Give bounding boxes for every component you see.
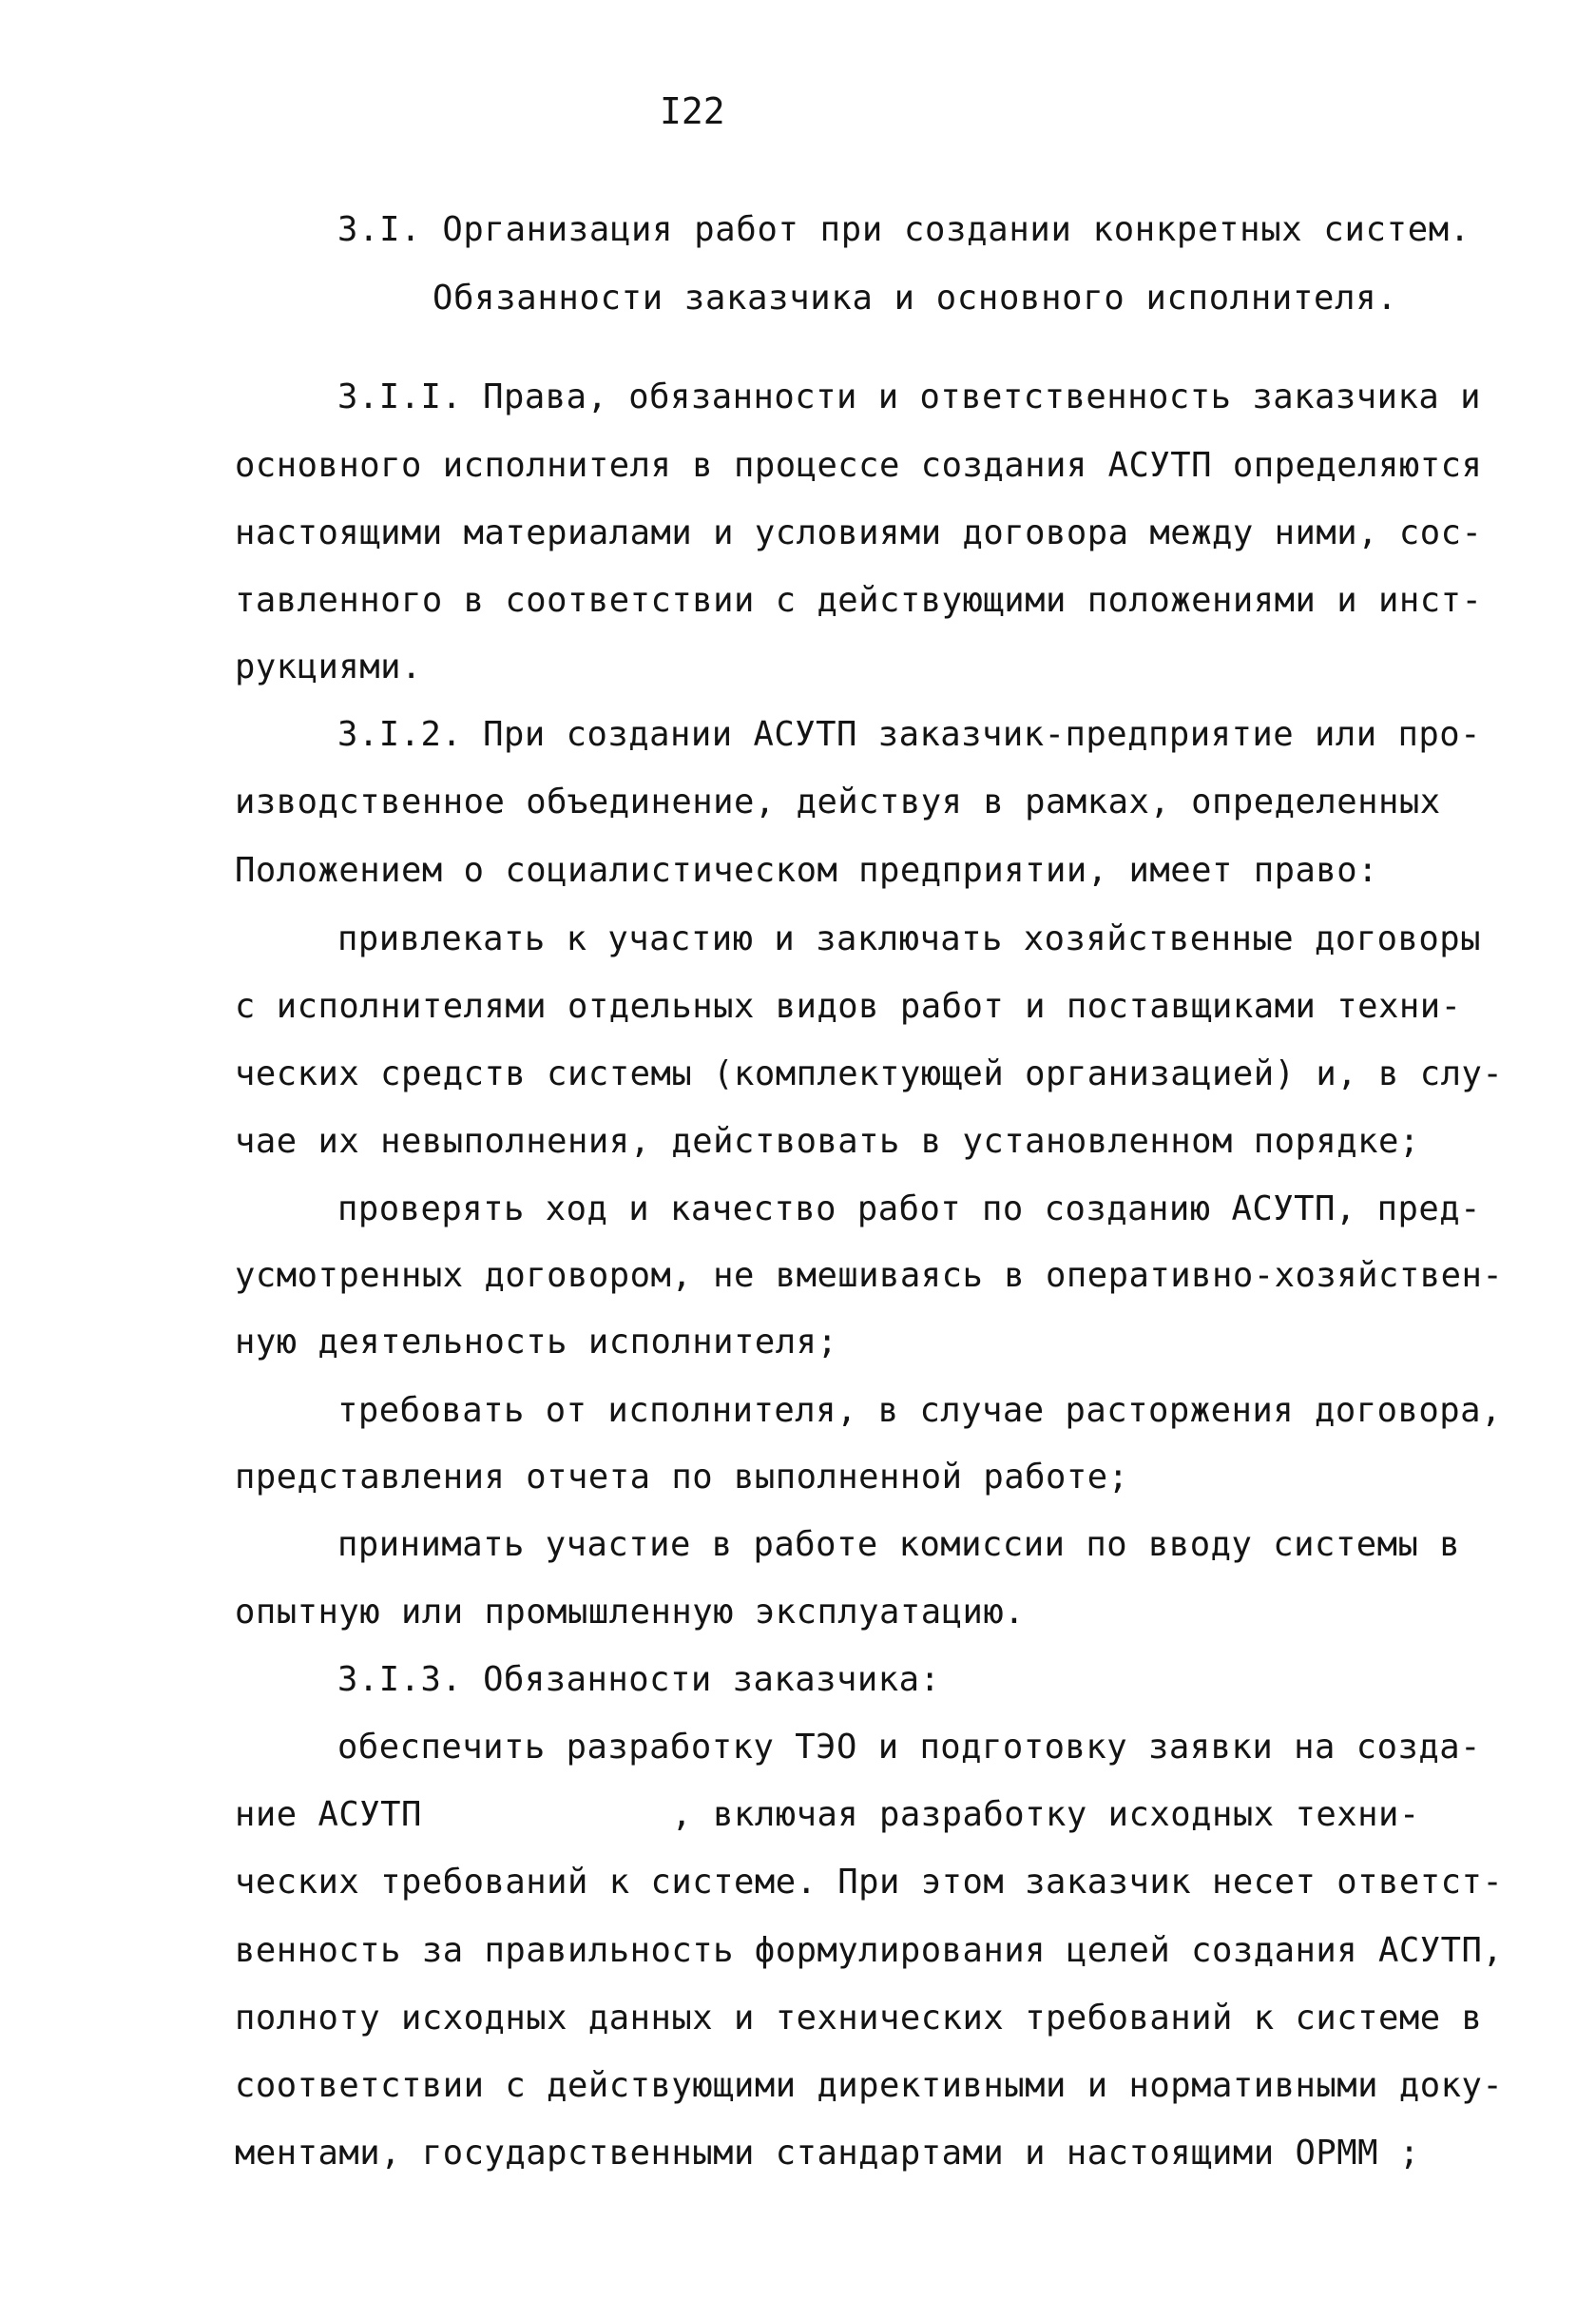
heading-line: 3.I. Организация работ при создании конкретных систем. — [337, 210, 1471, 249]
text-line: ческих средств системы (комплектующей организацией) и, в слу- — [235, 1054, 1504, 1093]
text-line: основного исполнителя в процессе создания АСУТП определяются — [235, 446, 1483, 485]
text-line: с исполнителями отдельных видов работ и поставщиками техни- — [235, 987, 1462, 1026]
heading-line: Обязанности заказчика и основного исполнителя. — [433, 279, 1398, 318]
paragraph-3-1-1: 3.I.I. Права, обязанности и ответственность заказчика и — [337, 377, 1482, 416]
page-number: I22 — [660, 90, 725, 132]
text-line: ную деятельность исполнителя; — [235, 1323, 838, 1362]
text-line: ние АСУТП , включая разработку исходных техни- — [235, 1795, 1420, 1834]
list-item-line: требовать от исполнителя, в случае расторжения договора, — [337, 1391, 1502, 1430]
text-line: ментами, государственными стандартами и настоящими ОРММ ; — [235, 2134, 1420, 2173]
text-line: Положением о социалистическом предприятии, имеет право: — [235, 851, 1379, 890]
text-line: ческих требований к системе. При этом заказчик несет ответст- — [235, 1863, 1504, 1902]
text-line: полноту исходных данных и технических требований к системе в — [235, 1999, 1483, 2038]
text-line: изводственное объединение, действуя в рамках, определенных — [235, 782, 1441, 821]
text-line: рукциями. — [235, 647, 422, 686]
text-line: опытную или промышленную эксплуатацию. — [235, 1593, 1026, 1632]
paragraph-3-1-2: 3.I.2. При создании АСУТП заказчик-предприятие или про- — [337, 715, 1482, 754]
list-item-line: проверять ход и качество работ по созданию АСУТП, пред- — [337, 1189, 1482, 1228]
text-line: чае их невыполнения, действовать в установленном порядке; — [235, 1122, 1420, 1161]
text-line: тавленного в соответствии с действующими положениями и инст- — [235, 581, 1483, 620]
list-item-line: привлекать к участию и заключать хозяйственные договоры — [337, 919, 1482, 958]
paragraph-3-1-3: 3.I.3. Обязанности заказчика: — [337, 1660, 941, 1699]
list-item-line: обеспечить разработку ТЭО и подготовку заявки на созда- — [337, 1728, 1482, 1767]
text-line: соответствии с действующими директивными и нормативными доку- — [235, 2066, 1504, 2105]
text-line: настоящими материалами и условиями договора между ними, сос- — [235, 513, 1483, 552]
list-item-line: принимать участие в работе комиссии по вводу системы в — [337, 1525, 1461, 1564]
text-line: представления отчета по выполненной работе; — [235, 1458, 1129, 1497]
text-line: усмотренных договором, не вмешиваясь в оперативно-хозяйствен- — [235, 1256, 1504, 1295]
text-line: венность за правильность формулирования целей создания АСУТП, — [235, 1931, 1504, 1970]
